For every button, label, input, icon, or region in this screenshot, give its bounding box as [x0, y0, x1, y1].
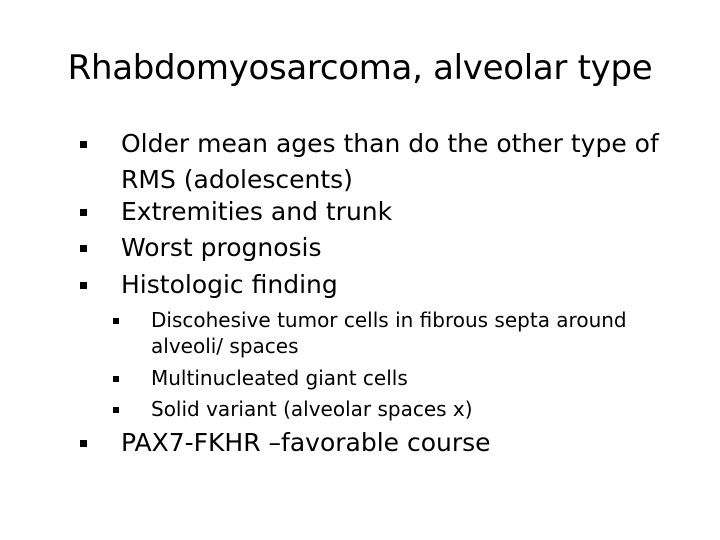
bullet-text: PAX7-FKHR –favorable course [121, 428, 491, 457]
sub-bullet-text: Discohesive tumor cells in fibrous septa around alveoli/ spaces [151, 308, 627, 358]
square-bullet-icon [80, 194, 121, 230]
sub-bullet-item [113, 307, 693, 359]
sub-bullet-item [113, 365, 693, 391]
bullet-text: Extremities and trunk [121, 197, 393, 226]
bullet-item [80, 267, 685, 303]
bullet-text: Histologic finding [121, 270, 338, 299]
square-bullet-icon [80, 425, 121, 461]
square-bullet-icon [113, 307, 151, 333]
bullet-item [80, 425, 685, 461]
bullet-item [80, 230, 685, 266]
slide-title: Rhabdomyosarcoma, alveolar type [67, 48, 653, 88]
square-bullet-icon [80, 230, 121, 266]
sub-bullet-item [113, 396, 693, 422]
bullet-item [80, 126, 685, 198]
bullet-text: Worst prognosis [121, 233, 322, 262]
sub-bullet-text: Solid variant (alveolar spaces x) [151, 397, 473, 421]
sub-bullet-text: Multinucleated giant cells [151, 366, 408, 390]
bullet-item [80, 194, 685, 230]
square-bullet-icon [80, 267, 121, 303]
square-bullet-icon [113, 396, 151, 422]
square-bullet-icon [80, 126, 121, 162]
square-bullet-icon [113, 365, 151, 391]
bullet-text: Older mean ages than do the other type of RMS (adolescents) [121, 129, 659, 194]
